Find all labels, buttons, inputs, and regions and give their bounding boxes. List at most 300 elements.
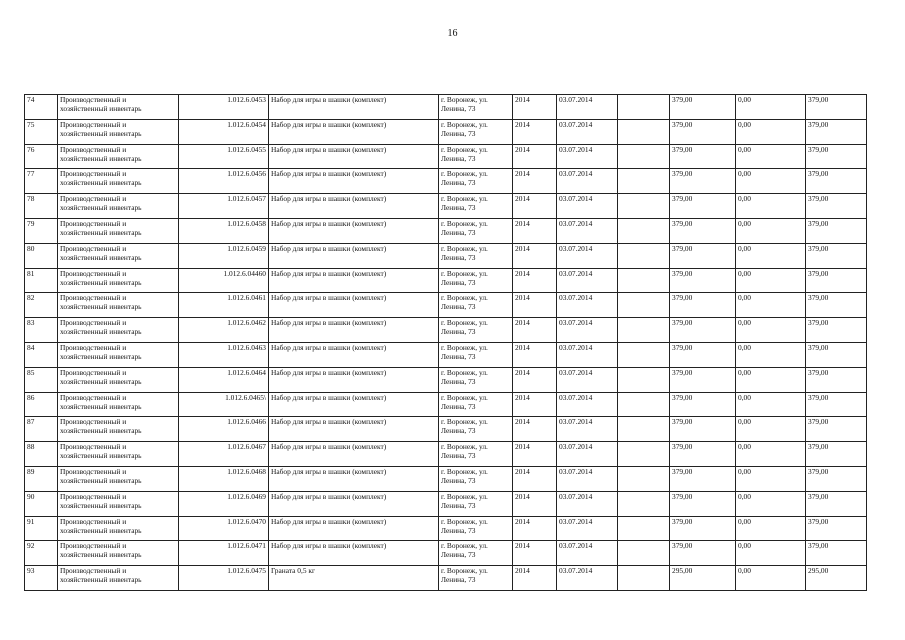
inventory-number: 1.012.6.0456: [179, 169, 269, 194]
asset-category-line2: хозяйственный инвентарь: [60, 475, 142, 485]
row-number: 92: [25, 541, 58, 566]
inventory-number: 1.012.6.0461: [179, 293, 269, 318]
row-number: 88: [25, 442, 58, 467]
cost: 379,00: [670, 119, 736, 144]
table-row: [25, 144, 867, 169]
year: 2014: [513, 218, 557, 243]
asset-category-line2: хозяйственный инвентарь: [60, 426, 142, 436]
item-name: Набор для игры в шашки (комплект): [269, 95, 439, 120]
asset-category-line1: Производственный и: [60, 243, 127, 253]
residual-value: 379,00: [806, 243, 867, 268]
table-row: [25, 218, 867, 243]
residual-value: 379,00: [806, 466, 867, 491]
asset-category-cell: [58, 194, 179, 219]
address-line1: г. Воронеж, ул.: [441, 318, 488, 328]
address-line2: Ленина, 73: [441, 104, 476, 113]
asset-category-cell: [58, 293, 179, 318]
address-line1: г. Воронеж, ул.: [441, 268, 488, 278]
address-cell: [439, 367, 513, 392]
year: 2014: [513, 194, 557, 219]
acquisition-date: 03.07.2014: [557, 144, 618, 169]
address-line2: Ленина, 73: [441, 401, 476, 411]
inventory-number: 1.012.6.04460: [179, 268, 269, 293]
row-number: 84: [25, 342, 58, 367]
asset-category-line2: хозяйственный инвентарь: [60, 128, 142, 138]
address-line2: Ленина, 73: [441, 227, 476, 237]
year: 2014: [513, 95, 557, 120]
depreciation: 0,00: [736, 95, 806, 120]
address-line1: г. Воронеж, ул.: [441, 293, 488, 303]
cost: 379,00: [670, 516, 736, 541]
residual-value: 379,00: [806, 516, 867, 541]
asset-category-line1: Производственный и: [60, 95, 127, 104]
asset-category-cell: [58, 144, 179, 169]
address-line2: Ленина, 73: [441, 128, 476, 138]
cost: 379,00: [670, 392, 736, 417]
table-row: [25, 367, 867, 392]
table-row: [25, 342, 867, 367]
item-name: Набор для игры в шашки (комплект): [269, 367, 439, 392]
address-line2: Ленина, 73: [441, 575, 476, 585]
page-number: 16: [447, 28, 458, 39]
empty-cell: [618, 342, 670, 367]
residual-value: 379,00: [806, 268, 867, 293]
depreciation: 0,00: [736, 194, 806, 219]
residual-value: 379,00: [806, 95, 867, 120]
asset-category-line2: хозяйственный инвентарь: [60, 351, 142, 361]
inventory-number: 1.012.6.0462: [179, 318, 269, 343]
year: 2014: [513, 442, 557, 467]
table-row: [25, 417, 867, 442]
address-cell: [439, 442, 513, 467]
address-line2: Ленина, 73: [441, 525, 476, 535]
cost: 379,00: [670, 194, 736, 219]
asset-category-line2: хозяйственный инвентарь: [60, 575, 142, 585]
row-number: 81: [25, 268, 58, 293]
depreciation: 0,00: [736, 466, 806, 491]
empty-cell: [618, 268, 670, 293]
asset-category-line1: Производственный и: [60, 169, 127, 179]
acquisition-date: 03.07.2014: [557, 516, 618, 541]
asset-category-line1: Производственный и: [60, 218, 127, 228]
cost: 379,00: [670, 541, 736, 566]
year: 2014: [513, 318, 557, 343]
inventory-number: 1.012.6.0468: [179, 466, 269, 491]
year: 2014: [513, 293, 557, 318]
address-line1: г. Воронеж, ул.: [441, 169, 488, 179]
asset-category-line2: хозяйственный инвентарь: [60, 376, 142, 386]
cost: 379,00: [670, 293, 736, 318]
table-row: [25, 95, 867, 120]
address-line1: г. Воронеж, ул.: [441, 442, 488, 452]
address-line2: Ленина, 73: [441, 426, 476, 436]
inventory-number: 1.012.6.0459: [179, 243, 269, 268]
cost: 379,00: [670, 144, 736, 169]
depreciation: 0,00: [736, 541, 806, 566]
depreciation: 0,00: [736, 293, 806, 318]
inventory-number: 1.012.6.0475: [179, 566, 269, 591]
year: 2014: [513, 268, 557, 293]
table-row: [25, 466, 867, 491]
table-row: [25, 293, 867, 318]
inventory-table: [24, 94, 867, 591]
row-number: 86: [25, 392, 58, 417]
table-body: [25, 95, 867, 591]
residual-value: 379,00: [806, 194, 867, 219]
cost: 379,00: [670, 218, 736, 243]
inventory-number: 1.012.6.0465\: [179, 392, 269, 417]
asset-category-cell: [58, 169, 179, 194]
residual-value: 379,00: [806, 541, 867, 566]
acquisition-date: 03.07.2014: [557, 392, 618, 417]
item-name: Набор для игры в шашки (комплект): [269, 268, 439, 293]
address-line2: Ленина, 73: [441, 178, 476, 188]
asset-category-cell: [58, 243, 179, 268]
year: 2014: [513, 566, 557, 591]
depreciation: 0,00: [736, 218, 806, 243]
asset-category-line1: Производственный и: [60, 144, 127, 154]
acquisition-date: 03.07.2014: [557, 367, 618, 392]
row-number: 83: [25, 318, 58, 343]
empty-cell: [618, 318, 670, 343]
acquisition-date: 03.07.2014: [557, 119, 618, 144]
depreciation: 0,00: [736, 516, 806, 541]
table-row: [25, 194, 867, 219]
year: 2014: [513, 367, 557, 392]
year: 2014: [513, 417, 557, 442]
table-row: [25, 169, 867, 194]
cost: 379,00: [670, 169, 736, 194]
address-line1: г. Воронеж, ул.: [441, 516, 488, 526]
acquisition-date: 03.07.2014: [557, 417, 618, 442]
address-line2: Ленина, 73: [441, 252, 476, 262]
asset-category-line1: Производственный и: [60, 516, 127, 526]
asset-category-line1: Производственный и: [60, 367, 127, 377]
cost: 295,00: [670, 566, 736, 591]
empty-cell: [618, 119, 670, 144]
address-line1: г. Воронеж, ул.: [441, 119, 488, 129]
cost: 379,00: [670, 466, 736, 491]
empty-cell: [618, 95, 670, 120]
empty-cell: [618, 194, 670, 219]
item-name: Набор для игры в шашки (комплект): [269, 392, 439, 417]
address-line2: Ленина, 73: [441, 500, 476, 510]
depreciation: 0,00: [736, 442, 806, 467]
asset-category-line1: Производственный и: [60, 541, 127, 551]
item-name: Набор для игры в шашки (комплект): [269, 491, 439, 516]
acquisition-date: 03.07.2014: [557, 566, 618, 591]
address-line1: г. Воронеж, ул.: [441, 541, 488, 551]
address-line1: г. Воронеж, ул.: [441, 144, 488, 154]
inventory-number: 1.012.6.0457: [179, 194, 269, 219]
asset-category-line1: Производственный и: [60, 392, 127, 402]
row-number: 82: [25, 293, 58, 318]
cost: 379,00: [670, 268, 736, 293]
row-number: 75: [25, 119, 58, 144]
address-line2: Ленина, 73: [441, 475, 476, 485]
address-line1: г. Воронеж, ул.: [441, 367, 488, 377]
empty-cell: [618, 218, 670, 243]
acquisition-date: 03.07.2014: [557, 293, 618, 318]
row-number: 76: [25, 144, 58, 169]
acquisition-date: 03.07.2014: [557, 243, 618, 268]
depreciation: 0,00: [736, 392, 806, 417]
acquisition-date: 03.07.2014: [557, 318, 618, 343]
asset-category-line1: Производственный и: [60, 268, 127, 278]
row-number: 74: [25, 95, 58, 120]
address-line2: Ленина, 73: [441, 351, 476, 361]
address-cell: [439, 243, 513, 268]
address-line1: г. Воронеж, ул.: [441, 95, 488, 104]
asset-category-line2: хозяйственный инвентарь: [60, 525, 142, 535]
address-line1: г. Воронеж, ул.: [441, 566, 488, 576]
empty-cell: [618, 541, 670, 566]
inventory-number: 1.012.6.0466: [179, 417, 269, 442]
empty-cell: [618, 566, 670, 591]
inventory-number: 1.012.6.0453: [179, 95, 269, 120]
table-row: [25, 541, 867, 566]
row-number: 77: [25, 169, 58, 194]
asset-category-line1: Производственный и: [60, 491, 127, 501]
inventory-number: 1.012.6.0464: [179, 367, 269, 392]
year: 2014: [513, 541, 557, 566]
residual-value: 379,00: [806, 293, 867, 318]
asset-category-line2: хозяйственный инвентарь: [60, 401, 142, 411]
address-line1: г. Воронеж, ул.: [441, 491, 488, 501]
year: 2014: [513, 169, 557, 194]
cost: 379,00: [670, 243, 736, 268]
acquisition-date: 03.07.2014: [557, 169, 618, 194]
table-row: [25, 566, 867, 591]
acquisition-date: 03.07.2014: [557, 218, 618, 243]
asset-category-cell: [58, 392, 179, 417]
asset-category-line1: Производственный и: [60, 293, 127, 303]
inventory-number: 1.012.6.0470: [179, 516, 269, 541]
residual-value: 379,00: [806, 119, 867, 144]
address-line2: Ленина, 73: [441, 302, 476, 312]
row-number: 93: [25, 566, 58, 591]
asset-category-line2: хозяйственный инвентарь: [60, 500, 142, 510]
row-number: 79: [25, 218, 58, 243]
address-line1: г. Воронеж, ул.: [441, 243, 488, 253]
depreciation: 0,00: [736, 318, 806, 343]
address-line1: г. Воронеж, ул.: [441, 342, 488, 352]
address-cell: [439, 342, 513, 367]
asset-category-cell: [58, 318, 179, 343]
year: 2014: [513, 144, 557, 169]
cost: 379,00: [670, 417, 736, 442]
asset-category-line1: Производственный и: [60, 194, 127, 204]
asset-category-line1: Производственный и: [60, 417, 127, 427]
address-cell: [439, 119, 513, 144]
empty-cell: [618, 516, 670, 541]
asset-category-line2: хозяйственный инвентарь: [60, 153, 142, 163]
table-row: [25, 442, 867, 467]
address-line2: Ленина, 73: [441, 327, 476, 337]
row-number: 85: [25, 367, 58, 392]
item-name: Набор для игры в шашки (комплект): [269, 417, 439, 442]
cost: 379,00: [670, 342, 736, 367]
item-name: Набор для игры в шашки (комплект): [269, 194, 439, 219]
acquisition-date: 03.07.2014: [557, 466, 618, 491]
asset-category-line1: Производственный и: [60, 566, 127, 576]
residual-value: 379,00: [806, 144, 867, 169]
empty-cell: [618, 417, 670, 442]
inventory-number: 1.012.6.0471: [179, 541, 269, 566]
address-cell: [439, 566, 513, 591]
residual-value: 379,00: [806, 367, 867, 392]
inventory-number: 1.012.6.0454: [179, 119, 269, 144]
asset-category-cell: [58, 268, 179, 293]
depreciation: 0,00: [736, 169, 806, 194]
item-name: Набор для игры в шашки (комплект): [269, 541, 439, 566]
asset-category-cell: [58, 218, 179, 243]
cost: 379,00: [670, 491, 736, 516]
residual-value: 379,00: [806, 417, 867, 442]
address-cell: [439, 95, 513, 120]
acquisition-date: 03.07.2014: [557, 194, 618, 219]
asset-category-line1: Производственный и: [60, 442, 127, 452]
item-name: Набор для игры в шашки (комплект): [269, 243, 439, 268]
item-name: Набор для игры в шашки (комплект): [269, 119, 439, 144]
asset-category-cell: [58, 119, 179, 144]
year: 2014: [513, 119, 557, 144]
asset-category-cell: [58, 566, 179, 591]
asset-category-cell: [58, 367, 179, 392]
asset-category-cell: [58, 442, 179, 467]
address-line1: г. Воронеж, ул.: [441, 194, 488, 204]
empty-cell: [618, 243, 670, 268]
acquisition-date: 03.07.2014: [557, 491, 618, 516]
row-number: 91: [25, 516, 58, 541]
empty-cell: [618, 169, 670, 194]
address-line2: Ленина, 73: [441, 153, 476, 163]
asset-category-cell: [58, 95, 179, 120]
residual-value: 295,00: [806, 566, 867, 591]
empty-cell: [618, 144, 670, 169]
table-row: [25, 119, 867, 144]
address-line2: Ленина, 73: [441, 376, 476, 386]
item-name: Граната 0,5 кг: [269, 566, 439, 591]
asset-category-cell: [58, 491, 179, 516]
year: 2014: [513, 491, 557, 516]
asset-category-cell: [58, 516, 179, 541]
address-cell: [439, 491, 513, 516]
table-row: [25, 268, 867, 293]
address-cell: [439, 392, 513, 417]
item-name: Набор для игры в шашки (комплект): [269, 318, 439, 343]
item-name: Набор для игры в шашки (комплект): [269, 516, 439, 541]
address-cell: [439, 293, 513, 318]
year: 2014: [513, 342, 557, 367]
acquisition-date: 03.07.2014: [557, 268, 618, 293]
cost: 379,00: [670, 95, 736, 120]
address-cell: [439, 194, 513, 219]
residual-value: 379,00: [806, 218, 867, 243]
depreciation: 0,00: [736, 491, 806, 516]
address-cell: [439, 218, 513, 243]
asset-category-line2: хозяйственный инвентарь: [60, 227, 142, 237]
empty-cell: [618, 466, 670, 491]
table-row: [25, 392, 867, 417]
address-cell: [439, 541, 513, 566]
acquisition-date: 03.07.2014: [557, 541, 618, 566]
inventory-number: 1.012.6.0463: [179, 342, 269, 367]
asset-category-line2: хозяйственный инвентарь: [60, 178, 142, 188]
cost: 379,00: [670, 318, 736, 343]
residual-value: 379,00: [806, 392, 867, 417]
address-cell: [439, 169, 513, 194]
address-line1: г. Воронеж, ул.: [441, 392, 488, 402]
asset-category-line1: Производственный и: [60, 119, 127, 129]
residual-value: 379,00: [806, 169, 867, 194]
row-number: 78: [25, 194, 58, 219]
inventory-number: 1.012.6.0458: [179, 218, 269, 243]
acquisition-date: 03.07.2014: [557, 95, 618, 120]
row-number: 89: [25, 466, 58, 491]
empty-cell: [618, 491, 670, 516]
address-cell: [439, 417, 513, 442]
year: 2014: [513, 392, 557, 417]
empty-cell: [618, 367, 670, 392]
depreciation: 0,00: [736, 566, 806, 591]
depreciation: 0,00: [736, 243, 806, 268]
address-cell: [439, 516, 513, 541]
table-row: [25, 318, 867, 343]
asset-category-cell: [58, 342, 179, 367]
item-name: Набор для игры в шашки (комплект): [269, 169, 439, 194]
residual-value: 379,00: [806, 491, 867, 516]
depreciation: 0,00: [736, 119, 806, 144]
cost: 379,00: [670, 442, 736, 467]
asset-category-line2: хозяйственный инвентарь: [60, 104, 142, 113]
address-line2: Ленина, 73: [441, 451, 476, 461]
address-cell: [439, 318, 513, 343]
address-line2: Ленина, 73: [441, 277, 476, 287]
table-row: [25, 243, 867, 268]
asset-category-line1: Производственный и: [60, 342, 127, 352]
asset-category-line2: хозяйственный инвентарь: [60, 451, 142, 461]
address-line1: г. Воронеж, ул.: [441, 218, 488, 228]
item-name: Набор для игры в шашки (комплект): [269, 218, 439, 243]
address-cell: [439, 268, 513, 293]
inventory-number: 1.012.6.0469: [179, 491, 269, 516]
asset-category-line2: хозяйственный инвентарь: [60, 550, 142, 560]
asset-category-cell: [58, 417, 179, 442]
empty-cell: [618, 442, 670, 467]
asset-category-cell: [58, 466, 179, 491]
depreciation: 0,00: [736, 144, 806, 169]
table-row: [25, 516, 867, 541]
inventory-number: 1.012.6.0467: [179, 442, 269, 467]
table-row: [25, 491, 867, 516]
asset-category-line2: хозяйственный инвентарь: [60, 252, 142, 262]
row-number: 80: [25, 243, 58, 268]
asset-category-line1: Производственный и: [60, 318, 127, 328]
asset-category-line2: хозяйственный инвентарь: [60, 203, 142, 213]
asset-category-line1: Производственный и: [60, 466, 127, 476]
residual-value: 379,00: [806, 442, 867, 467]
cost: 379,00: [670, 367, 736, 392]
depreciation: 0,00: [736, 367, 806, 392]
item-name: Набор для игры в шашки (комплект): [269, 342, 439, 367]
row-number: 90: [25, 491, 58, 516]
address-line2: Ленина, 73: [441, 550, 476, 560]
address-line1: г. Воронеж, ул.: [441, 466, 488, 476]
residual-value: 379,00: [806, 318, 867, 343]
residual-value: 379,00: [806, 342, 867, 367]
acquisition-date: 03.07.2014: [557, 442, 618, 467]
